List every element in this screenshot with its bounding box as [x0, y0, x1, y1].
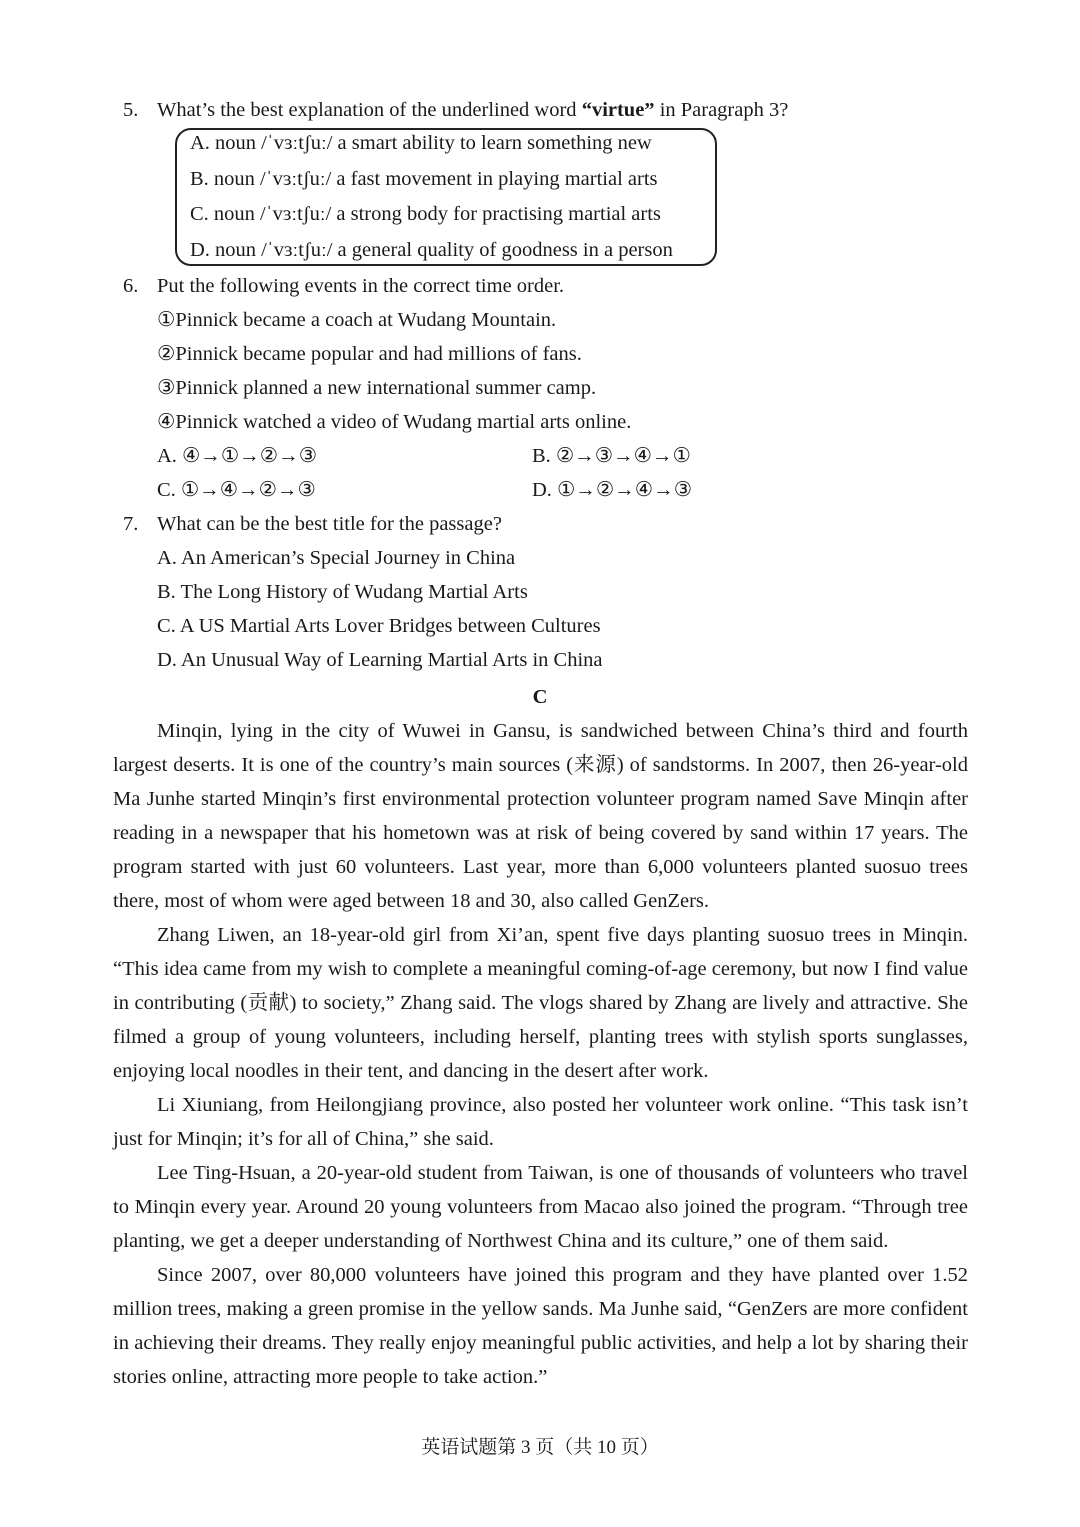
stem-text: Put the following events in the correct time order. [157, 275, 565, 297]
page-footer: 英语试题第 3 页（共 10 页） [421, 1437, 659, 1458]
question-6-options-row-1 [123, 439, 973, 473]
option-a[interactable]: A. noun /ˈvɜːtʃuː/ a smart ability to learn something new [190, 132, 652, 154]
event-4: ④Pinnick watched a video of Wudang martial arts online. [157, 411, 632, 433]
option-b[interactable]: B. noun /ˈvɜːtʃuː/ a fast movement in playing martial arts [190, 167, 658, 190]
question-7 [123, 507, 973, 677]
passage-paragraph-1: Minqin, lying in the city of Wuwei in Gansu, is sandwiched between China’s third and fourth largest deserts. It is one of the country’s main sources (来源) of sandstorms. In 2007, then 26-year-old Ma Junhe started Minqin’s first environmental protection volunteer program named Save Minqin after reading in a newspaper that his hometown was at risk of being covered by sand within 17 years. The program started with just 60 volunteers. Last year, more than 6,000 volunteers planted suosuo trees there, most of whom were aged between 18 and 30, also called GenZers. [113, 720, 968, 912]
question-number: 7. [123, 513, 139, 535]
option-d[interactable]: D. An Unusual Way of Learning Martial Arts in China [157, 649, 603, 671]
passage-paragraph-3: Li Xiuniang, from Heilongjiang province, also posted her volunteer work online. “This task isn’t just for Minqin; it’s for all of China,” she said. [113, 1094, 968, 1150]
question-6-options-row-2 [123, 473, 973, 507]
option-d[interactable]: D. ①→②→④→③ [532, 479, 693, 501]
option-b[interactable]: B. ②→③→④→① [532, 445, 691, 467]
question-number: 5. [123, 99, 139, 121]
stem-text: in Paragraph 3? [654, 99, 789, 121]
event-2: ②Pinnick became popular and had millions of fans. [157, 343, 582, 365]
question-number: 6. [123, 275, 139, 297]
event-3: ③Pinnick planned a new international summer camp. [157, 377, 597, 399]
question-5 [123, 93, 973, 127]
passage-paragraph-5: Since 2007, over 80,000 volunteers have joined this program and they have planted over 1.52 million trees, making a green promise in the yellow sands. Ma Junhe said, “GenZers are more confident in achieving their dreams. They really enjoy meaningful public activities, and help a lot by sharing their stories online, attracting more people to take action.” [113, 1264, 968, 1388]
section-heading: C [532, 686, 548, 708]
highlighted-word: “virtue” [581, 99, 655, 121]
option-c[interactable]: C. noun /ˈvɜːtʃuː/ a strong body for practising martial arts [190, 203, 661, 225]
reading-passage [113, 714, 968, 1394]
option-a[interactable]: A. ④→①→②→③ [157, 445, 318, 467]
event-1: ①Pinnick became a coach at Wudang Mountain. [157, 309, 557, 331]
option-c[interactable]: C. A US Martial Arts Lover Bridges between Cultures [157, 615, 601, 637]
option-c[interactable]: C. ①→④→②→③ [157, 479, 316, 501]
question-6 [123, 269, 973, 507]
stem-text: What can be the best title for the passage? [157, 513, 502, 535]
question-5-stem [123, 93, 973, 127]
option-b[interactable]: B. The Long History of Wudang Martial Arts [157, 581, 528, 603]
question-7-stem [123, 507, 973, 541]
question-5-options [190, 126, 673, 268]
question-6-stem [123, 269, 973, 303]
option-d[interactable]: D. noun /ˈvɜːtʃuː/ a general quality of goodness in a person [190, 238, 673, 261]
passage-paragraph-4: Lee Ting-Hsuan, a 20-year-old student from Taiwan, is one of thousands of volunteers who travel to Minqin every year. Around 20 young volunteers from Macao also joined the program. “Through tree planting, we get a deeper understanding of Northwest China and its culture,” one of them said. [113, 1162, 968, 1252]
passage-paragraph-2: Zhang Liwen, an 18-year-old girl from Xi’an, spent five days planting suosuo trees in Minqin. “This idea came from my wish to complete a meaningful coming-of-age ceremony, but now I find value in contributing (贡献) to society,” Zhang said. The vlogs shared by Zhang are lively and attractive. She filmed a group of young volunteers, including herself, planting trees with stylish sports sunglasses, enjoying local noodles in their tent, and dancing in the desert after work. [113, 924, 968, 1082]
option-a[interactable]: A. An American’s Special Journey in China [157, 547, 516, 569]
stem-text: What’s the best explanation of the underlined word [157, 99, 582, 121]
